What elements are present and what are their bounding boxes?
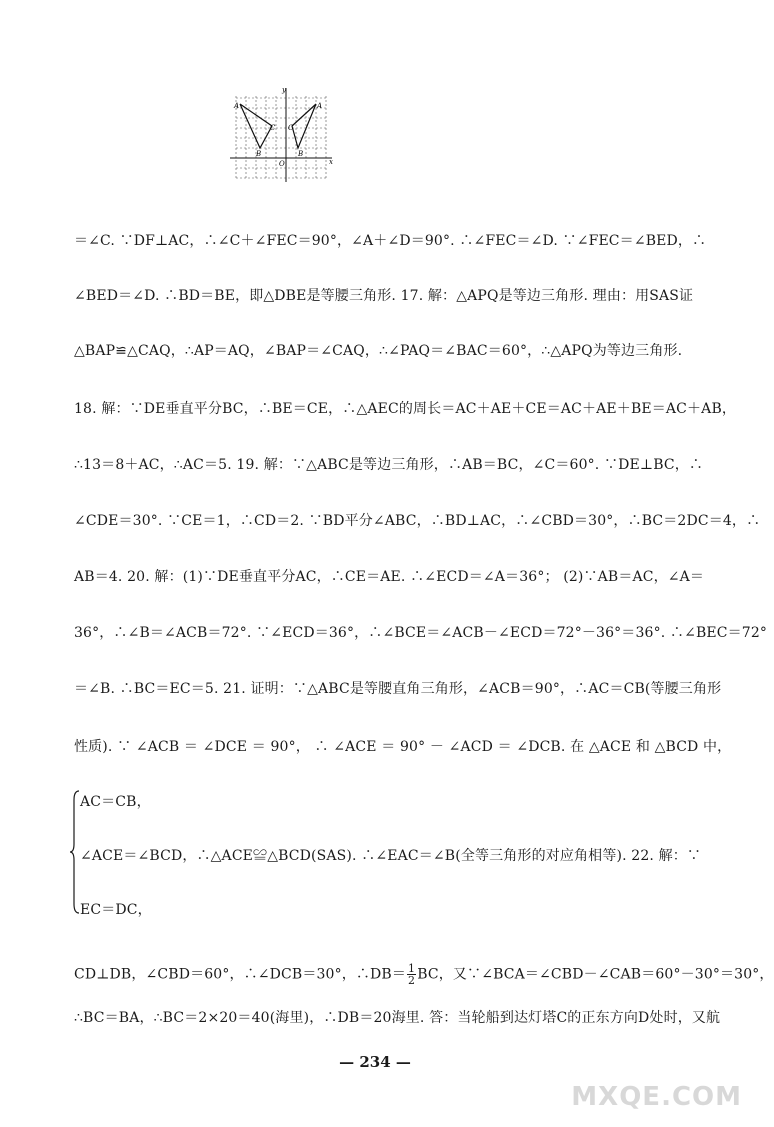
answer-line-12 [74, 962, 774, 987]
answer-line-11: 性质). ∵ ∠ACB ＝ ∠DCE ＝ 90°， ∴ ∠ACE ＝ 90° － ∠ACD ＝ ∠DCB. 在 △ACE 和 △BCD 中， [74, 739, 732, 755]
fraction-denominator: 2 [408, 974, 416, 987]
fraction-numerator: 1 [408, 962, 416, 975]
answer-22-part-b: BC，又∵∠BCA＝∠CBD－∠CAB＝60°－30°＝30°， [417, 966, 774, 983]
point-b-right-label: B [298, 150, 304, 158]
coordinate-graph-figure [226, 86, 336, 188]
point-a-left-label: A [234, 102, 240, 110]
system-line-3: EC＝DC， [80, 902, 152, 918]
watermark-logo: MXQE.COM [571, 1082, 742, 1112]
system-brace [70, 790, 80, 914]
answer-line-6: ∴13＝8＋AC，∴AC＝5. 19. 解：∵△ABC是等边三角形，∴AB＝BC，∠C＝60°. ∵DE⊥BC，∴ [74, 457, 704, 473]
answer-line-13: ∴BC＝BA，∴BC＝2×20＝40(海里)，∴DB＝20海里. 答：当轮船到达灯塔C的正东方向D处时，又航 [74, 1010, 721, 1026]
point-c-right-label: C [288, 124, 294, 132]
answer-line-7: ∠CDE＝30°. ∵CE＝1，∴CD＝2. ∵BD平分∠ABC，∴BD⊥AC，∴∠CBD＝30°，∴BC＝2DC＝4，∴ [74, 513, 761, 529]
system-line-1: AC＝CB， [80, 794, 151, 810]
page-number: — 234 — [339, 1053, 411, 1071]
answer-line-4: △BAP≌△CAQ，∴AP＝AQ，∠BAP＝∠CAQ，∴∠PAQ＝∠BAC＝60°，∴△APQ为等边三角形. [74, 343, 683, 359]
origin-label: O [279, 160, 285, 168]
answer-line-10: ＝∠B. ∴BC＝EC＝5. 21. 证明：∵△ABC是等腰直角三角形，∠ACB＝90°，∴AC＝CB(等腰三角形 [74, 681, 722, 697]
answer-line-5: 18. 解：∵DE垂直平分BC，∴BE＝CE，∴△AEC的周长＝AC＋AE＋CE＝AC＋AE＋BE＝AC＋AB， [74, 401, 737, 417]
point-b-left-label: B [256, 150, 262, 158]
system-line-2: ∠ACE＝∠BCD，∴△ACE≌△BCD(SAS). ∴∠EAC＝∠B(全等三角形的对应角相等). 22. 解：∵ [80, 848, 702, 864]
y-axis-label: y [282, 86, 286, 94]
answer-22-part-a: CD⊥DB，∠CBD＝60°，∴∠DCB＝30°，∴DB＝ [74, 966, 407, 983]
triangle-right [292, 104, 316, 148]
answer-line-8: AB＝4. 20. 解：(1)∵DE垂直平分AC，∴CE＝AE. ∴∠ECD＝∠A＝36°； (2)∵AB＝AC，∠A＝ [74, 569, 705, 585]
answer-line-9: 36°，∴∠B＝∠ACB＝72°. ∵∠ECD＝36°，∴∠BCE＝∠ACB－∠ECD＝72°－36°＝36°. ∴∠BEC＝72° [74, 625, 768, 641]
point-c-left-label: C [270, 124, 276, 132]
fraction-one-half [407, 963, 416, 986]
answer-line-2: ＝∠C. ∵DF⊥AC，∴∠C＋∠FEC＝90°，∠A＋∠D＝90°. ∴∠FEC＝∠D. ∵∠FEC＝∠BED，∴ [74, 233, 707, 249]
answer-line-3: ∠BED＝∠D. ∴BD＝BE，即△DBE是等腰三角形. 17. 解：△APQ是等边三角形. 理由：用SAS证 [74, 288, 694, 304]
x-axis-label: x [329, 158, 333, 166]
point-a-right-label: A [317, 102, 323, 110]
